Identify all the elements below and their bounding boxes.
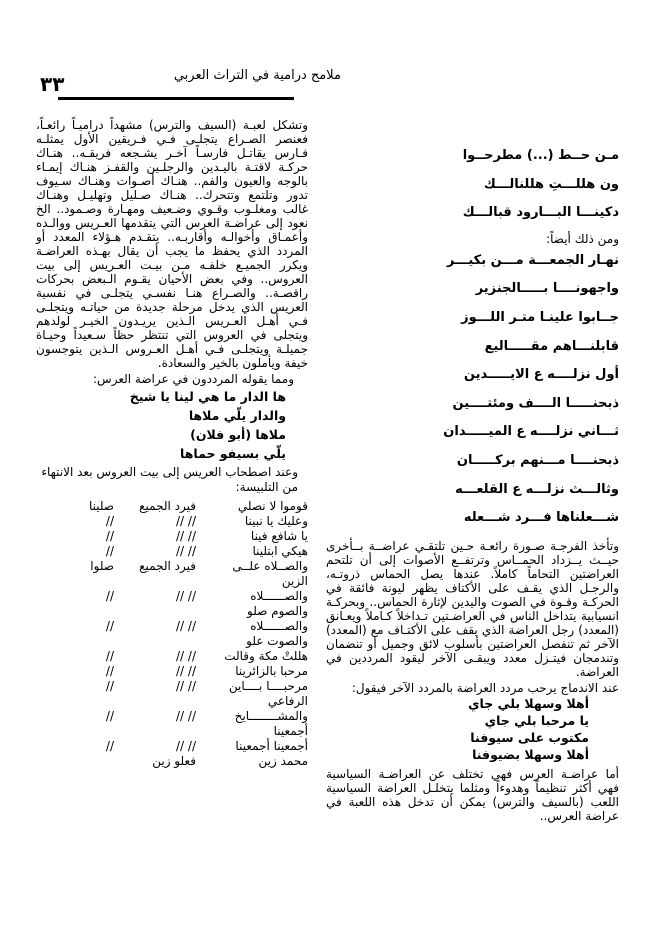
- refrain-cell: والصــــــلاه: [250, 619, 308, 633]
- song-line: ها الدار ما هي لينا يا شيخ: [129, 389, 286, 404]
- refrain-cell: //: [105, 739, 114, 753]
- refrain-cell: هيكي ابتلينا: [252, 544, 308, 558]
- refrain-cell: وعليك يا نبينا: [244, 514, 308, 528]
- verse-line: جــابوا علينـا متـر اللـــوز: [461, 309, 619, 325]
- refrain-cell: // //: [176, 739, 196, 753]
- refrain-cell: [44, 634, 114, 649]
- refrain-cell: // //: [176, 619, 196, 633]
- refrain-cell: والصــلاه علــى: [232, 559, 308, 573]
- refrain-cell: صلوا: [90, 559, 114, 573]
- refrain-cell: صلينا: [88, 499, 114, 513]
- refrain-cell: [114, 634, 196, 649]
- refrain-row: [36, 589, 308, 604]
- verse-line: مـن حــط (...) مطرحــوا: [462, 148, 619, 163]
- refrain-cell: //: [105, 649, 114, 663]
- refrain-row: [36, 724, 308, 739]
- refrain-cell: هللتْ مكة وقالت: [224, 649, 308, 663]
- page-number: ٣٣: [40, 72, 65, 96]
- refrain-cell: [114, 574, 196, 589]
- refrain-cell: //: [105, 514, 114, 528]
- refrain-cell: [114, 724, 196, 739]
- refrain-cell: [44, 574, 114, 589]
- refrain-cell: محمد زين: [258, 754, 308, 768]
- refrain-row: [36, 604, 308, 619]
- refrain-row: [36, 619, 308, 634]
- refrain-row: [36, 514, 308, 529]
- refrain-cell: فيرد الجميع: [139, 559, 196, 573]
- refrain-row: [36, 754, 308, 769]
- refrain-row: [36, 679, 308, 694]
- header-rule: [58, 97, 294, 100]
- refrain-cell: //: [105, 664, 114, 678]
- verse-line: نهـار الجمعـــة مـــن بكيـــر: [446, 252, 619, 268]
- verse-line: وثالـــث نزلـــه ع القلعـــه: [455, 481, 619, 497]
- refrain-cell: //: [105, 709, 114, 723]
- refrain-cell: //: [105, 679, 114, 693]
- song-line: والدار يلّي ملاها: [188, 408, 286, 423]
- refrain-cell: مرحبا بالزائرينا: [235, 664, 308, 678]
- verse-line: شـــعلناها فـــرد شـــعله: [463, 510, 619, 526]
- paragraph: ومما يقوله المرددون في عراضة العرس:: [93, 372, 294, 386]
- refrain-row: [36, 529, 308, 544]
- refrain-cell: والمشــــــــايخ: [234, 709, 308, 723]
- refrain-cell: // //: [176, 709, 196, 723]
- right-column: [326, 142, 619, 823]
- refrain-row: [36, 649, 308, 664]
- song-line: ملاها (أبو فلان): [190, 427, 286, 442]
- verse-line: ون هللـــتِ هللنالـــك: [483, 176, 619, 192]
- refrain-cell: والصــــــلاه: [250, 589, 308, 603]
- refrain-cell: // //: [176, 529, 196, 543]
- song-line: يلّي بسيفو حماها: [180, 446, 286, 461]
- song-line: أهلا وسهلا بلي جاي: [468, 695, 589, 711]
- running-title: ملامح درامية في التراث العربي: [173, 68, 341, 83]
- refrain-row: [36, 574, 308, 589]
- refrain-cell: مرحبــــا بــــاين: [228, 679, 308, 693]
- verse-line: أول نزلــــه ع الايـــــدين: [463, 367, 619, 383]
- refrain-cell: //: [105, 529, 114, 543]
- refrain-cell: فيرد الجميع: [139, 499, 196, 513]
- refrain-cell: // //: [176, 649, 196, 663]
- refrain-cell: والصوم صلو: [247, 604, 308, 618]
- refrain-row: [36, 634, 308, 649]
- refrain-cell: [44, 604, 114, 619]
- refrain-cell: أجمعينا أجمعينا: [235, 739, 308, 753]
- verse-line: واجهونــــا بـــــالجنزير: [475, 281, 619, 297]
- song-line: يا مرحبا بلي جاي: [484, 712, 589, 728]
- verse-line: دكينـــا البـــارود قبالـــك: [462, 205, 619, 221]
- refrain-cell: [44, 724, 114, 739]
- verse-line: ثـــاني نزلــــه ع الميـــــدان: [443, 424, 619, 440]
- song-line: أهلا وسهلا بضيوفنا: [472, 746, 589, 762]
- refrain-cell: فعلو زين: [152, 754, 196, 768]
- paragraph: وتشكل لعبـة (السيف والترس) مشهداً دراميـاً رائعـاً، فعنصر الصـراع يتجلـى فـي فـريقين الأول يمثلـه فـارس يقاتـل فارسـاً آخـر يشـجعه فريقـه.. هنـاك حركـة لاقتـة باليـدين والرجلـين والقفـز هنـاك إيمـاء بالوجه والعيون والفم.. هنـاك أصـوات وهنـاك سـيوف تدور وتلتمع وتتحرك.. هنـاك صـليل وتهليـل وهنـاك غالب ومغلـوب وقـوي وضـعيف ومهـارة وصـمود.. الخ نعود إلى عراضـة العرس التي يتقدمها العـريس ووالـده وأعمـاق وأخوالـه وأقاربـه.. يتقـدم هـؤلاء المعدد أو المردد الذي يحفظ ما يجب أن يقال بهـذه العراضـة ويكرر الجميـع خلفـه مـن بيـت العـريس إلى بيت العروس.. وفي بعض الأحيان يقـوم الـبعض بحركات راقصـة.. والصـراع هنـا نفسـي يتجلـى في نفسية العريس الذي يدخل مرحلة جديدة من حياتـه ويتجلـى فـي أهـل العـريس الـذين يريـدون الخيـر لولدهم ويتجلى في العروس التي تنتظر حظاً سـعيداً وحيـاة جميلـة ويتجلـى فـي أهـل العـروس الـذين يتوجسون خيفة ويأملون بالخير والسعادة.: [36, 118, 308, 370]
- refrain-cell: [114, 604, 196, 619]
- refrain-cell: // //: [176, 544, 196, 558]
- verse-line: قابلنـــاهم مقـــــاليع: [484, 338, 619, 354]
- refrain-cell: //: [105, 619, 114, 633]
- refrain-cell: [44, 694, 114, 709]
- refrain-cell: الرفاعي: [267, 694, 308, 708]
- refrain-cell: قوموا لا نصلي: [237, 499, 308, 513]
- refrain-cell: //: [105, 544, 114, 558]
- left-column: [36, 118, 308, 769]
- refrain-cell: [44, 754, 114, 769]
- verse-line: ذبحنـــــا الــــف ومئتــــين: [452, 395, 619, 411]
- paragraph: عند الاندماج يرحب مردد العراضة بالمردد الآخر فيقول:: [351, 680, 619, 695]
- refrain-cell: الزين: [281, 574, 308, 588]
- refrain-cell: أجمعينا: [273, 724, 308, 738]
- refrain-cell: يا شافع فينا: [250, 529, 308, 543]
- refrain-row: [36, 664, 308, 679]
- paragraph: وعند اصطحاب العريس إلى بيت العروس بعد الانتهاء من التلبيسة:: [41, 465, 298, 494]
- song-line: مكتوب على سيوفنا: [470, 729, 589, 745]
- paragraph: وتأخذ الفرجـة صـورة رائعـة حـين تلتقـي عراضــة بــأخرى حيــث يــزداد الحمــاس وترتفــع الأصوات إلى أن تلتحم العراضتين التحاماً كاملاً. عندها يصل الحماس ذروتـه، والرجـل الذي يقـف على الأكتاف يظهر ليونة فائقة في الحركـة وقـوة في الصوت واليدين لإثارة الحماس.. وبحركـة انسيابية يتداخل الناس في العراضـتين تـداخلاً كـاملاً ويعـانق (المعدد) رجل العراضة الذي يقف على الأكتـاف مع (المعدد) الآخر ثم تنفصل العراضتين بأسلوب لائق وجميل أو تنضمان وتندمجان فيتـزل معدد ويبقـى الآخر ليقود المرددين في العراضة.: [326, 538, 619, 679]
- paragraph: أما عراضـة العرس فهي تختلف عن العراضـة السياسية فهي أكثر تنظيماً وهدوءاً ومثلما يتخلـل العراضة السياسية اللعب (بالسيف والترس) يمكن أن تدخل هذه اللعبة في عراضة العرس..: [326, 766, 619, 823]
- intro-text: ومن ذلك أيضاً:: [546, 231, 619, 246]
- refrain-row: [36, 739, 308, 754]
- refrain-cell: //: [105, 589, 114, 603]
- refrain-cell: // //: [176, 589, 196, 603]
- refrain-row: [36, 559, 308, 574]
- refrain-cell: // //: [176, 679, 196, 693]
- refrain-cell: // //: [176, 514, 196, 528]
- refrain-cell: والصوت علو: [246, 634, 308, 648]
- refrain-row: [36, 694, 308, 709]
- refrain-cell: [114, 694, 196, 709]
- refrain-row: [36, 544, 308, 559]
- refrain-row: [36, 499, 308, 514]
- refrain-row: [36, 709, 308, 724]
- refrain-cell: // //: [176, 664, 196, 678]
- verse-line: ذبحنــــا مـــنهم بركـــــان: [456, 452, 619, 468]
- refrain-table: [36, 499, 308, 769]
